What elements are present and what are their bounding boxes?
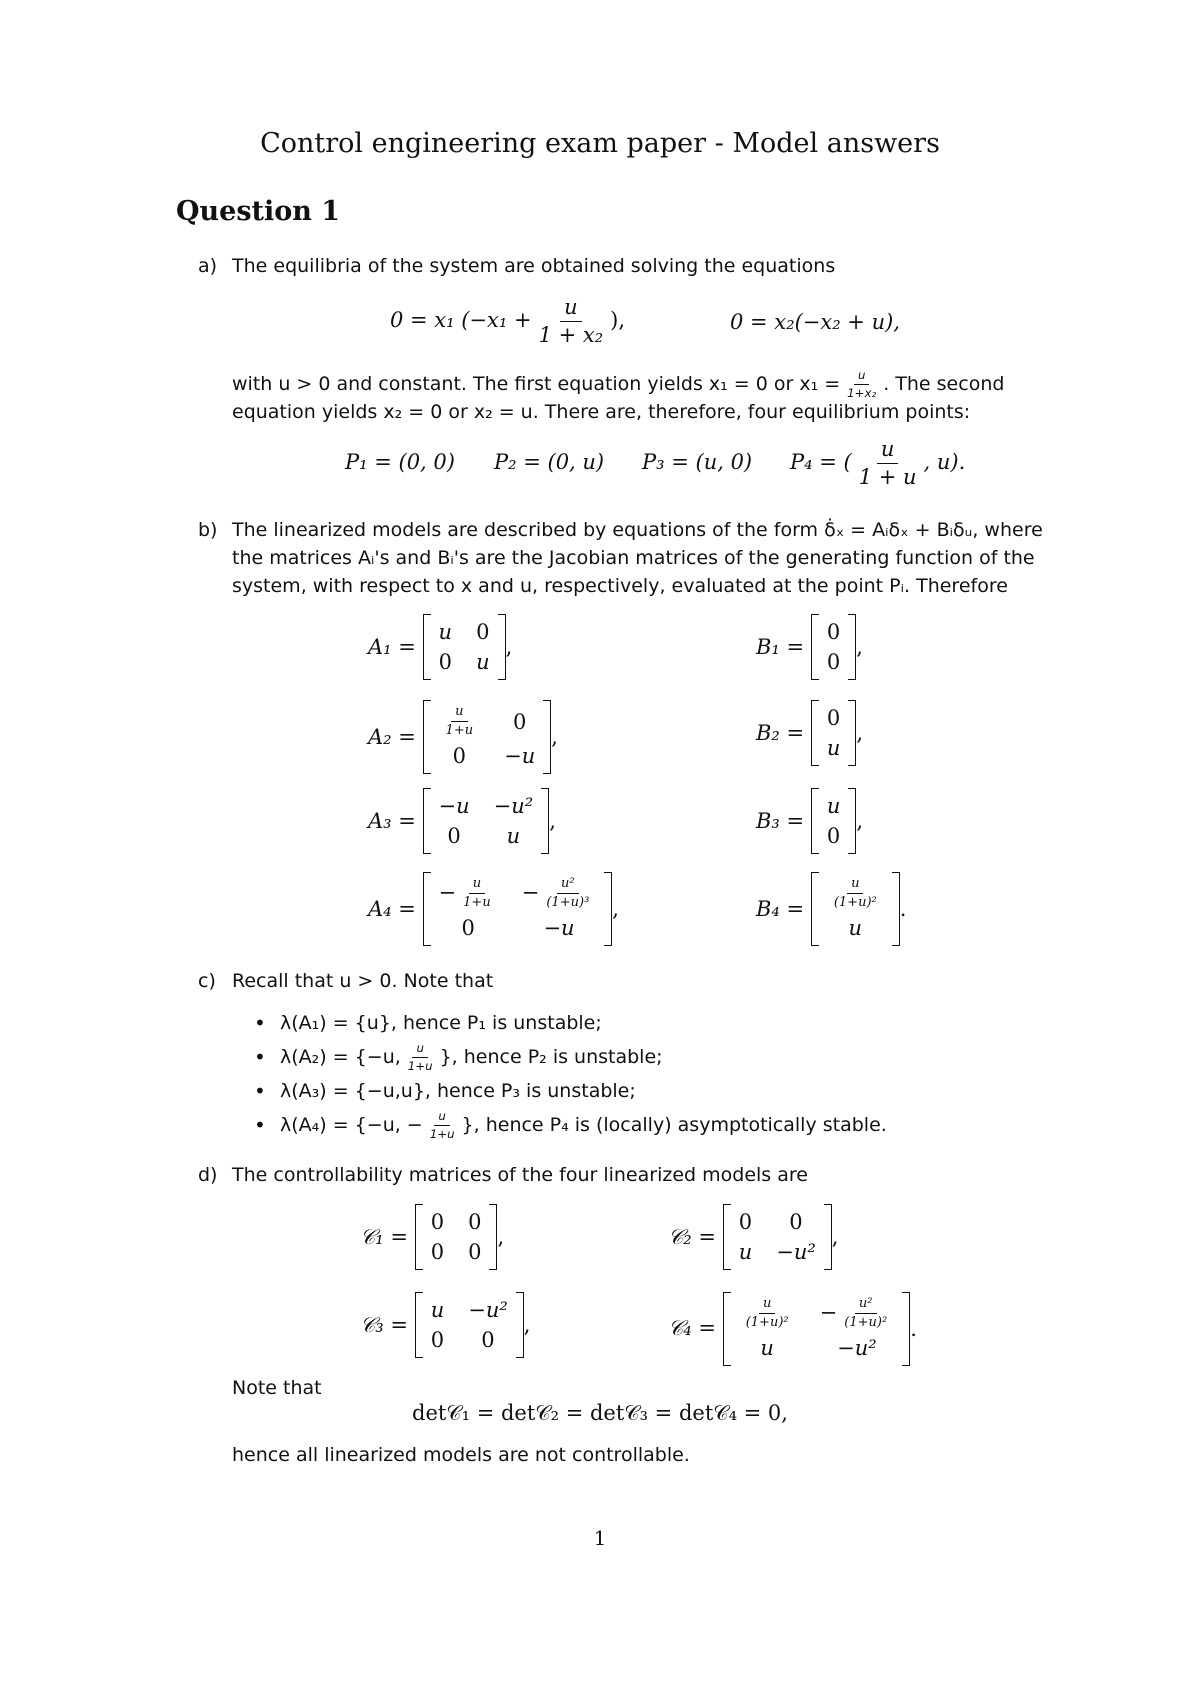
- matrix-c2: 𝒞₂ = 0 0 u −u² ,: [668, 1204, 838, 1270]
- page-number: 1: [593, 1526, 607, 1550]
- eigenvalue-item-1: • λ(A₁) = {u}, hence P₁ is unstable;: [254, 1006, 1074, 1040]
- equation-2: 0 = x₂(−x₂ + u),: [730, 310, 900, 334]
- matrix-a2: A₂ = $\frac{u}{1+u}$ 0 0 −u ,: [368, 700, 558, 774]
- matrix-b4: B₄ = $\frac{u}{\text{(1+u)²}}$ u .: [756, 872, 906, 946]
- part-c-intro: Recall that u > 0. Note that: [232, 970, 494, 992]
- matrix-c1: 𝒞₁ = 0 0 0 0 ,: [360, 1204, 504, 1270]
- eigenvalue-item-3: • λ(A₃) = {−u,u}, hence P₃ is unstable;: [254, 1074, 1074, 1108]
- part-a-intro: The equilibria of the system are obtained solving the equations: [232, 255, 836, 277]
- matrix-c4: 𝒞₄ = $\frac{u}{\text{(1+u)²}}$ − $\frac{\text{u²}}{\text{(1+u)²}}$ u −u² .: [668, 1292, 917, 1366]
- part-d-label: d): [198, 1164, 218, 1186]
- equation-1: 0 = x₁ (−x₁ + $\frac{u}{\text{1 + x₂}}$ ),: [390, 295, 626, 348]
- matrix-a1: A₁ = u 0 0 u ,: [368, 614, 512, 680]
- equilibrium-p4: P₄ = ( $\frac{u}{1 + u}$ , u).: [790, 437, 966, 490]
- part-d-intro: The controllability matrices of the four linearized models are: [232, 1164, 808, 1186]
- equilibrium-p1: P₁ = (0, 0): [345, 450, 455, 474]
- part-b-line-2: the matrices Aᵢ's and Bᵢ's are the Jacobian matrices of the generating function of the: [232, 547, 1035, 569]
- matrix-b2: B₂ = 0 u ,: [756, 700, 863, 766]
- matrix-b1: B₁ = 0 0 ,: [756, 614, 863, 680]
- matrix-c3: 𝒞₃ = u −u² 0 0 ,: [360, 1292, 530, 1358]
- matrix-b3: B₃ = u 0 ,: [756, 788, 863, 854]
- equilibrium-p2: P₂ = (0, u): [494, 450, 605, 474]
- part-b-label: b): [198, 519, 218, 541]
- part-a-line-2: equation yields x₂ = 0 or x₂ = u. There are, therefore, four equilibrium points:: [232, 401, 971, 423]
- eigenvalue-item-2: • λ(A₂) = {−u, $\frac{u}{1+u}$ }, hence P₂ is unstable;: [254, 1040, 1074, 1074]
- determinant-equation: det𝒞₁ = det𝒞₂ = det𝒞₃ = det𝒞₄ = 0,: [412, 1401, 788, 1425]
- matrix-a3: A₃ = −u −u² 0 u ,: [368, 788, 556, 854]
- eigenvalue-item-4: • λ(A₄) = {−u, − $\frac{u}{1+u}$ }, hence P₄ is (locally) asymptotically stable.: [254, 1108, 1074, 1142]
- eigenvalue-list: [254, 1006, 1074, 1142]
- part-d-note: Note that: [232, 1377, 322, 1399]
- part-a-label: a): [198, 255, 218, 277]
- part-b-line-1: The linearized models are described by equations of the form δ̇ₓ = Aᵢδₓ + Bᵢδᵤ, where: [232, 519, 1043, 541]
- question-heading: Question 1: [176, 196, 341, 227]
- equilibrium-p3: P₃ = (u, 0): [642, 450, 753, 474]
- part-b-line-3: system, with respect to x and u, respectively, evaluated at the point Pᵢ. Therefore: [232, 575, 1008, 597]
- matrix-a4: A₄ = − $\frac{u}{1+u}$ − $\frac{\text{u²}}{\text{(1+u)³}}$ 0 −u ,: [368, 872, 619, 946]
- part-c-label: c): [198, 970, 216, 992]
- part-a-line-1: with u > 0 and constant. The first equation yields x₁ = 0 or x₁ = $\frac{u}{\text{1+x₂}}$ . The second: [232, 368, 1005, 400]
- page-title: Control engineering exam paper - Model answers: [260, 128, 940, 159]
- part-d-conclusion: hence all linearized models are not controllable.: [232, 1444, 690, 1466]
